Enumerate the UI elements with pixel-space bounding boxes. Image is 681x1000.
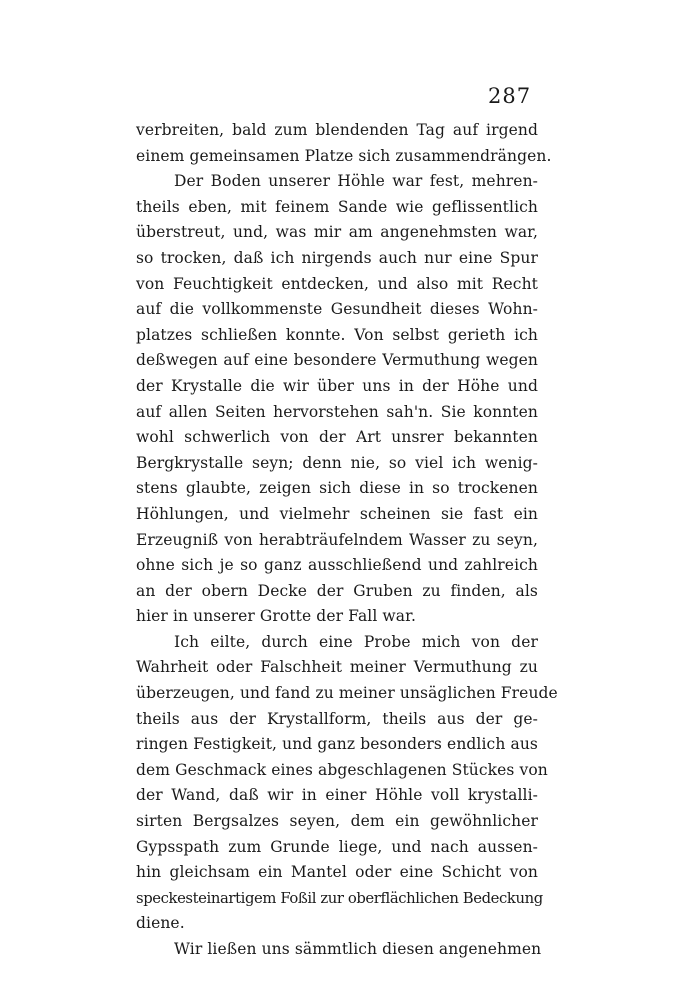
text-line: ringen Festigkeit, und ganz besonders endlich aus [136,735,538,754]
text-line: wohl schwerlich von der Art unsrer bekannten [136,428,538,447]
text-line: theils aus der Krystallform, theils aus der ge- [136,709,538,728]
body-text [136,118,558,963]
text-line: deßwegen auf eine besondere Vermuthung wegen [136,351,538,370]
text-line: Wir ließen uns sämmtlich diesen angenehmen [174,940,542,958]
text-line: ohne sich je so ganz ausschließend und zahlreich [136,556,538,575]
text-line: von Feuchtigkeit entdecken, und also mit Recht [136,274,538,293]
text-line: einem gemeinsamen Platze sich zusammendrängen. [136,146,552,165]
text-line: überstreut, und, was mir am angenehmsten war, [136,223,538,242]
text-line: auf allen Seiten hervorstehen sah'n. Sie konnten [136,402,538,421]
text-line: stens glaubte, zeigen sich diese in so trockenen [136,479,538,498]
text-line: hier in unserer Grotte der Fall war. [136,607,416,626]
text-line: theils eben, mit feinem Sande wie geflissentlich [136,197,538,216]
text-line: Höhlungen, und vielmehr scheinen sie fast ein [136,504,538,523]
text-line: so trocken, daß ich nirgends auch nur eine Spur [136,248,538,267]
text-line: Der Boden unserer Höhle war fest, mehren- [174,172,538,191]
text-line: der Krystalle die wir über uns in der Höhe und [136,376,538,395]
text-line: diene. [136,914,185,933]
text-line: der Wand, daß wir in einer Höhle voll krystalli- [136,786,538,805]
text-line: verbreiten, bald zum blendenden Tag auf irgend [136,121,538,139]
text-line: an der obern Decke der Gruben zu finden, als [136,581,538,600]
text-line: Wahrheit oder Falschheit meiner Vermuthung zu [136,658,538,677]
page-number: 287 [488,84,532,108]
text-line: sirten Bergsalzes seyen, dem ein gewöhnlicher [136,812,538,831]
text-line: platzes schließen konnte. Von selbst gerieth ich [136,325,538,344]
text-line: dem Geschmack eines abgeschlagenen Stückes von [136,760,548,779]
text-line: Ich eilte, durch eine Probe mich von der [174,632,538,651]
text-line: Erzeugniß von herabträufelndem Wasser zu seyn, [136,530,538,549]
text-line: hin gleichsam ein Mantel oder eine Schicht von [136,863,538,882]
text-line: überzeugen, und fand zu meiner unsäglichen Freude [136,684,558,703]
text-line: speckesteinartigem Foßil zur oberflächlichen Bedeckung [136,889,543,907]
text-line: auf die vollkommenste Gesundheit dieses Wohn- [136,300,538,319]
text-line: Bergkrystalle seyn; denn nie, so viel ich wenig- [136,453,538,472]
text-line: Gypsspath zum Grunde liege, und nach aussen- [136,837,538,856]
